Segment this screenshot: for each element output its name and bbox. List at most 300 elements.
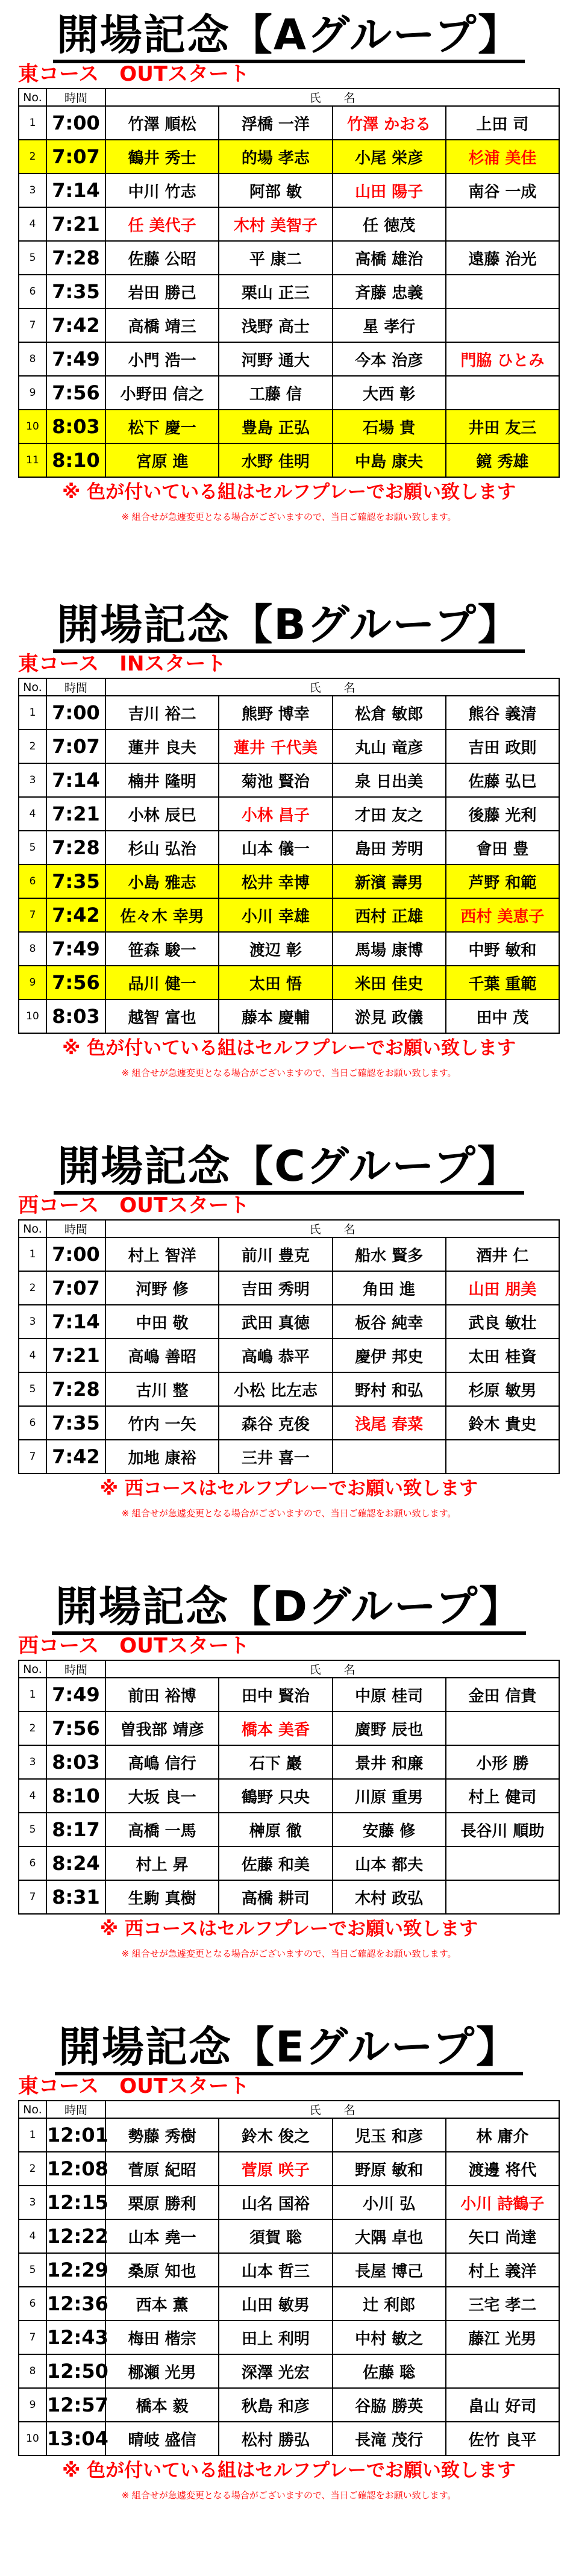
player-name: 山本 堯一 [105,2219,219,2253]
player-name: 森谷 克俊 [219,1406,332,1440]
player-name: 鶴野 只央 [219,1779,332,1813]
player-name: 古川 整 [105,1372,219,1406]
player-name: 宮原 進 [105,443,219,477]
table-row [19,898,559,932]
player-name: 佐竹 良平 [446,2422,559,2456]
player-name: 竹澤 順松 [105,106,219,140]
row-number: 5 [19,241,46,275]
player-name: 米田 佳史 [333,966,446,999]
header-time: 時間 [46,89,105,106]
header-no: No. [19,678,46,696]
row-number: 1 [19,1237,46,1271]
player-name: 村上 健司 [446,1779,559,1813]
row-number: 5 [19,1372,46,1406]
row-number: 6 [19,275,46,308]
tee-time: 7:42 [46,898,105,932]
player-name: 西本 薫 [105,2287,219,2321]
row-number: 7 [19,2321,46,2354]
player-name: 石場 貴 [333,410,446,443]
table-row [19,1271,559,1305]
player-name: 菅原 咲子 [219,2152,332,2186]
row-number: 6 [19,2287,46,2321]
header-no: No. [19,2101,46,2118]
player-name: 矢口 尚達 [446,2219,559,2253]
player-name: 高橋 靖三 [105,308,219,342]
table-row [19,275,559,308]
player-name: 松井 幸博 [219,864,332,898]
player-name: 小尾 栄彦 [333,140,446,174]
tee-time: 7:00 [46,106,105,140]
player-name: 馬場 康博 [333,932,446,966]
row-number: 7 [19,898,46,932]
player-name: 山本 哲三 [219,2253,332,2287]
player-name: 三井 喜一 [219,1440,332,1474]
header-no: No. [19,1660,46,1678]
player-name: 須賀 聡 [219,2219,332,2253]
player-name: 景井 和廉 [333,1745,446,1779]
player-name: 村上 智洋 [105,1237,219,1271]
player-name: 川原 重男 [333,1779,446,1813]
player-name [446,275,559,308]
player-name: 小川 幸雄 [219,898,332,932]
table-row [19,2388,559,2422]
player-name: 田上 利明 [219,2321,332,2354]
row-number: 4 [19,1339,46,1372]
row-number: 7 [19,1880,46,1914]
group-section [0,2022,573,2506]
player-name: 藤江 光男 [446,2321,559,2354]
player-name: 品川 健一 [105,966,219,999]
row-number: 6 [19,1406,46,1440]
tee-time: 7:49 [46,932,105,966]
group-section [0,1141,573,1524]
player-name: 藤本 慶輔 [219,999,332,1033]
change-notice: ※ 組合せが急遽変更となる場合がございますので、当日ご確認をお願い致します。 [121,2490,457,2501]
header-name: 氏 名 [105,678,559,696]
player-name: 松村 勝弘 [219,2422,332,2456]
table-row [19,241,559,275]
player-name: 星 孝行 [333,308,446,342]
player-name: 中島 康夫 [333,443,446,477]
player-name: 高嶋 信行 [105,1745,219,1779]
player-name: 竹内 一矢 [105,1406,219,1440]
player-name: 中村 敏之 [333,2321,446,2354]
player-name: 石下 巖 [219,1745,332,1779]
table-row [19,797,559,831]
player-name: 小形 勝 [446,1745,559,1779]
header-no: No. [19,89,46,106]
player-name: 吉田 政則 [446,730,559,763]
player-name: 菊池 賢治 [219,763,332,797]
header-time: 時間 [46,2101,105,2118]
row-number: 4 [19,1779,46,1813]
row-number: 3 [19,1745,46,1779]
tee-time: 7:35 [46,1406,105,1440]
player-name: 水野 佳明 [219,443,332,477]
player-name: 山本 儀一 [219,831,332,864]
player-name: 松倉 敏郎 [333,696,446,730]
row-number: 4 [19,2219,46,2253]
table-row [19,1678,559,1712]
row-number: 6 [19,864,46,898]
tee-time: 7:28 [46,831,105,864]
player-name: 阿部 敏 [219,174,332,207]
table-row [19,207,559,241]
player-name: 任 徳茂 [333,207,446,241]
row-number: 3 [19,763,46,797]
row-number: 3 [19,174,46,207]
table-row [19,2186,559,2219]
player-name: 中野 敏和 [446,932,559,966]
player-name: 梛瀬 光男 [105,2354,219,2388]
player-name: 児玉 和彦 [333,2118,446,2152]
player-name: 佐藤 公昭 [105,241,219,275]
player-name: 淤見 政儀 [333,999,446,1033]
player-name: 小林 辰巳 [105,797,219,831]
tee-time: 8:31 [46,1880,105,1914]
table-row [19,932,559,966]
player-name: 菅原 紀昭 [105,2152,219,2186]
player-name: 河野 修 [105,1271,219,1305]
player-name: 勢藤 秀樹 [105,2118,219,2152]
row-number: 7 [19,308,46,342]
tee-time: 7:07 [46,1271,105,1305]
player-name: 小川 弘 [333,2186,446,2219]
course-label: 西コース OUTスタート [18,1193,250,1218]
change-notice: ※ 組合せが急遽変更となる場合がございますので、当日ご確認をお願い致します。 [121,1508,457,1519]
player-name: 林 庸介 [446,2118,559,2152]
player-name: 西村 正雄 [333,898,446,932]
table-row [19,308,559,342]
header-name: 氏 名 [105,1220,559,1237]
row-number: 3 [19,1305,46,1339]
table-row [19,106,559,140]
self-play-note: ※ 色が付いている組はセルフプレーでお願い致します [62,481,516,503]
group-title: 開場記念【Bグループ】 [18,599,560,650]
change-notice: ※ 組合せが急遽変更となる場合がございますので、当日ご確認をお願い致します。 [121,1948,457,1959]
table-row [19,864,559,898]
row-number: 9 [19,376,46,410]
player-name: 小松 比左志 [219,1372,332,1406]
self-play-note: ※ 西コースはセルフプレーでお願い致します [99,1478,478,1499]
course-label: 西コース OUTスタート [18,1634,250,1658]
player-name: 秋島 和彦 [219,2388,332,2422]
tee-time: 7:28 [46,1372,105,1406]
player-name [446,1880,559,1914]
player-name: 大隅 卓也 [333,2219,446,2253]
group-section [0,1581,573,1964]
group-title: 開場記念【Cグループ】 [18,1141,560,1192]
table-row [19,966,559,999]
tee-time: 7:56 [46,966,105,999]
row-number: 8 [19,2354,46,2388]
table-row [19,1305,559,1339]
player-name: 武良 敏壮 [446,1305,559,1339]
group-section [0,10,573,527]
tee-time: 7:56 [46,1712,105,1745]
player-name: 桑原 知也 [105,2253,219,2287]
player-name: 曽我部 靖彦 [105,1712,219,1745]
tee-time: 7:42 [46,308,105,342]
player-name [446,1440,559,1474]
player-name: 中川 竹志 [105,174,219,207]
tee-time: 12:15 [46,2186,105,2219]
player-name [446,2354,559,2388]
tee-time: 8:24 [46,1846,105,1880]
player-name: 浅野 高士 [219,308,332,342]
player-name: 梅田 楷宗 [105,2321,219,2354]
tee-time: 7:49 [46,342,105,376]
player-name: 越智 富也 [105,999,219,1033]
header-time: 時間 [46,1220,105,1237]
table-row [19,2152,559,2186]
player-name: 吉田 秀明 [219,1271,332,1305]
player-name: 竹澤 かおる [333,106,446,140]
change-notice: ※ 組合せが急遽変更となる場合がございますので、当日ご確認をお願い致します。 [121,1068,457,1078]
player-name: 笹森 駿一 [105,932,219,966]
player-name: 中田 敬 [105,1305,219,1339]
player-name: 大坂 良一 [105,1779,219,1813]
tee-time: 7:00 [46,1237,105,1271]
player-name: 遠藤 治光 [446,241,559,275]
table-header-row [19,1220,559,1237]
change-notice: ※ 組合せが急遽変更となる場合がございますので、当日ご確認をお願い致します。 [121,511,457,522]
table-row [19,1779,559,1813]
row-number: 4 [19,797,46,831]
header-name: 氏 名 [105,2101,559,2118]
player-name: 高嶋 善昭 [105,1339,219,1372]
tee-time: 8:03 [46,410,105,443]
table-row [19,2219,559,2253]
row-number: 1 [19,1678,46,1712]
tee-time: 12:57 [46,2388,105,2422]
row-number: 8 [19,932,46,966]
table-row [19,140,559,174]
table-row [19,1406,559,1440]
player-name: 松下 慶一 [105,410,219,443]
player-name: 生駒 真樹 [105,1880,219,1914]
player-name: 畠山 好司 [446,2388,559,2422]
player-name: 小島 雅志 [105,864,219,898]
player-name: 慶伊 邦史 [333,1339,446,1372]
player-name: 丸山 竜彦 [333,730,446,763]
tee-time: 12:43 [46,2321,105,2354]
row-number: 2 [19,1271,46,1305]
player-name: 任 美代子 [105,207,219,241]
player-name: 佐藤 弘巳 [446,763,559,797]
player-name: 山田 陽子 [333,174,446,207]
player-name: 太田 桂資 [446,1339,559,1372]
table-row [19,376,559,410]
player-name [333,1440,446,1474]
player-name: 小林 昌子 [219,797,332,831]
player-name: 鏡 秀雄 [446,443,559,477]
player-name [446,376,559,410]
player-name: 廣野 辰也 [333,1712,446,1745]
header-name: 氏 名 [105,1660,559,1678]
player-name: 榊原 徹 [219,1813,332,1846]
table-row [19,2287,559,2321]
table-row [19,1237,559,1271]
player-name: 山田 敏男 [219,2287,332,2321]
row-number: 10 [19,999,46,1033]
player-name: 板谷 純幸 [333,1305,446,1339]
player-name: 鈴木 貴史 [446,1406,559,1440]
table-row [19,1813,559,1846]
pairing-table [18,1219,560,1474]
player-name: 杉浦 美佳 [446,140,559,174]
table-row [19,2118,559,2152]
player-name: 山名 国裕 [219,2186,332,2219]
row-number: 5 [19,831,46,864]
tee-time: 7:21 [46,1339,105,1372]
tee-time: 7:14 [46,763,105,797]
row-number: 5 [19,2253,46,2287]
table-row [19,1745,559,1779]
player-name: 長滝 茂行 [333,2422,446,2456]
group-title: 開場記念【Dグループ】 [18,1581,560,1632]
tee-time: 8:03 [46,1745,105,1779]
player-name: 熊野 博幸 [219,696,332,730]
row-number: 1 [19,696,46,730]
row-number: 2 [19,1712,46,1745]
player-name: 佐藤 和美 [219,1846,332,1880]
player-name: 角田 進 [333,1271,446,1305]
player-name: 晴岐 盛信 [105,2422,219,2456]
row-number: 7 [19,1440,46,1474]
table-row [19,730,559,763]
player-name: 上田 司 [446,106,559,140]
player-name: 蓮井 良夫 [105,730,219,763]
tee-time: 8:03 [46,999,105,1033]
player-name: 木村 美智子 [219,207,332,241]
player-name: 渡辺 彰 [219,932,332,966]
tee-time: 8:10 [46,1779,105,1813]
player-name: 山本 都夫 [333,1846,446,1880]
player-name: 前田 裕博 [105,1678,219,1712]
row-number: 9 [19,966,46,999]
player-name: 太田 悟 [219,966,332,999]
tee-time: 12:08 [46,2152,105,2186]
player-name: 蓮井 千代美 [219,730,332,763]
pairing-table [18,1660,560,1915]
player-name: 野原 敏和 [333,2152,446,2186]
player-name: 武田 真徳 [219,1305,332,1339]
table-row [19,763,559,797]
tee-time: 7:21 [46,797,105,831]
player-name: 村上 昇 [105,1846,219,1880]
player-name: 酒井 仁 [446,1237,559,1271]
tee-time: 8:17 [46,1813,105,1846]
player-name: 島田 芳明 [333,831,446,864]
player-name: 辻 利郎 [333,2287,446,2321]
player-name: 井田 友三 [446,410,559,443]
group-title: 開場記念【Eグループ】 [18,2022,560,2072]
player-name: 佐藤 聡 [333,2354,446,2388]
player-name: 橋本 毅 [105,2388,219,2422]
row-number: 4 [19,207,46,241]
self-play-note: ※ 西コースはセルフプレーでお願い致します [99,1918,478,1940]
row-number: 10 [19,410,46,443]
player-name: 斉藤 忠義 [333,275,446,308]
player-name: 加地 康裕 [105,1440,219,1474]
tee-time: 7:35 [46,275,105,308]
player-name [446,1846,559,1880]
row-number: 10 [19,2422,46,2456]
row-number: 2 [19,730,46,763]
player-name: 佐々木 幸男 [105,898,219,932]
pairing-table [18,2100,560,2456]
table-row [19,999,559,1033]
tee-time: 7:56 [46,376,105,410]
row-number: 8 [19,342,46,376]
player-name: 栗原 勝利 [105,2186,219,2219]
player-name: 谷脇 勝英 [333,2388,446,2422]
player-name: 橋本 美香 [219,1712,332,1745]
player-name: 金田 信貴 [446,1678,559,1712]
player-name: 安藤 修 [333,1813,446,1846]
player-name: 高嶋 恭平 [219,1339,332,1372]
table-row [19,1846,559,1880]
row-number: 5 [19,1813,46,1846]
group-title: 開場記念【Aグループ】 [18,10,560,60]
tee-time: 12:01 [46,2118,105,2152]
player-name: 木村 政弘 [333,1880,446,1914]
tee-time: 12:50 [46,2354,105,2388]
player-name: 小門 浩一 [105,342,219,376]
tee-time: 13:04 [46,2422,105,2456]
player-name: 熊谷 義清 [446,696,559,730]
player-name: 小川 詩鶴子 [446,2186,559,2219]
player-name: 河野 通大 [219,342,332,376]
tee-time: 8:10 [46,443,105,477]
player-name: 田中 賢治 [219,1678,332,1712]
self-play-note: ※ 色が付いている組はセルフプレーでお願い致します [62,2460,516,2481]
course-label: 東コース OUTスタート [18,62,250,86]
player-name: 浮橋 一洋 [219,106,332,140]
pairing-table [18,88,560,478]
player-name: 栗山 正三 [219,275,332,308]
player-name: 豊島 正弘 [219,410,332,443]
table-row [19,1880,559,1914]
player-name: 的場 孝志 [219,140,332,174]
tee-time: 7:00 [46,696,105,730]
player-name: 前川 豊克 [219,1237,332,1271]
player-name: 長屋 博己 [333,2253,446,2287]
table-row [19,1440,559,1474]
table-header-row [19,1660,559,1678]
table-row [19,1372,559,1406]
table-row [19,174,559,207]
row-number: 9 [19,2388,46,2422]
player-name: 三宅 孝二 [446,2287,559,2321]
row-number: 2 [19,2152,46,2186]
player-name: 船水 賢多 [333,1237,446,1271]
tee-time: 7:35 [46,864,105,898]
table-row [19,443,559,477]
table-row [19,2253,559,2287]
header-no: No. [19,1220,46,1237]
player-name: 才田 友之 [333,797,446,831]
table-row [19,410,559,443]
player-name: 吉川 裕二 [105,696,219,730]
player-name: 高橋 耕司 [219,1880,332,1914]
table-header-row [19,2101,559,2118]
table-row [19,2321,559,2354]
table-row [19,1339,559,1372]
table-header-row [19,89,559,106]
header-time: 時間 [46,678,105,696]
